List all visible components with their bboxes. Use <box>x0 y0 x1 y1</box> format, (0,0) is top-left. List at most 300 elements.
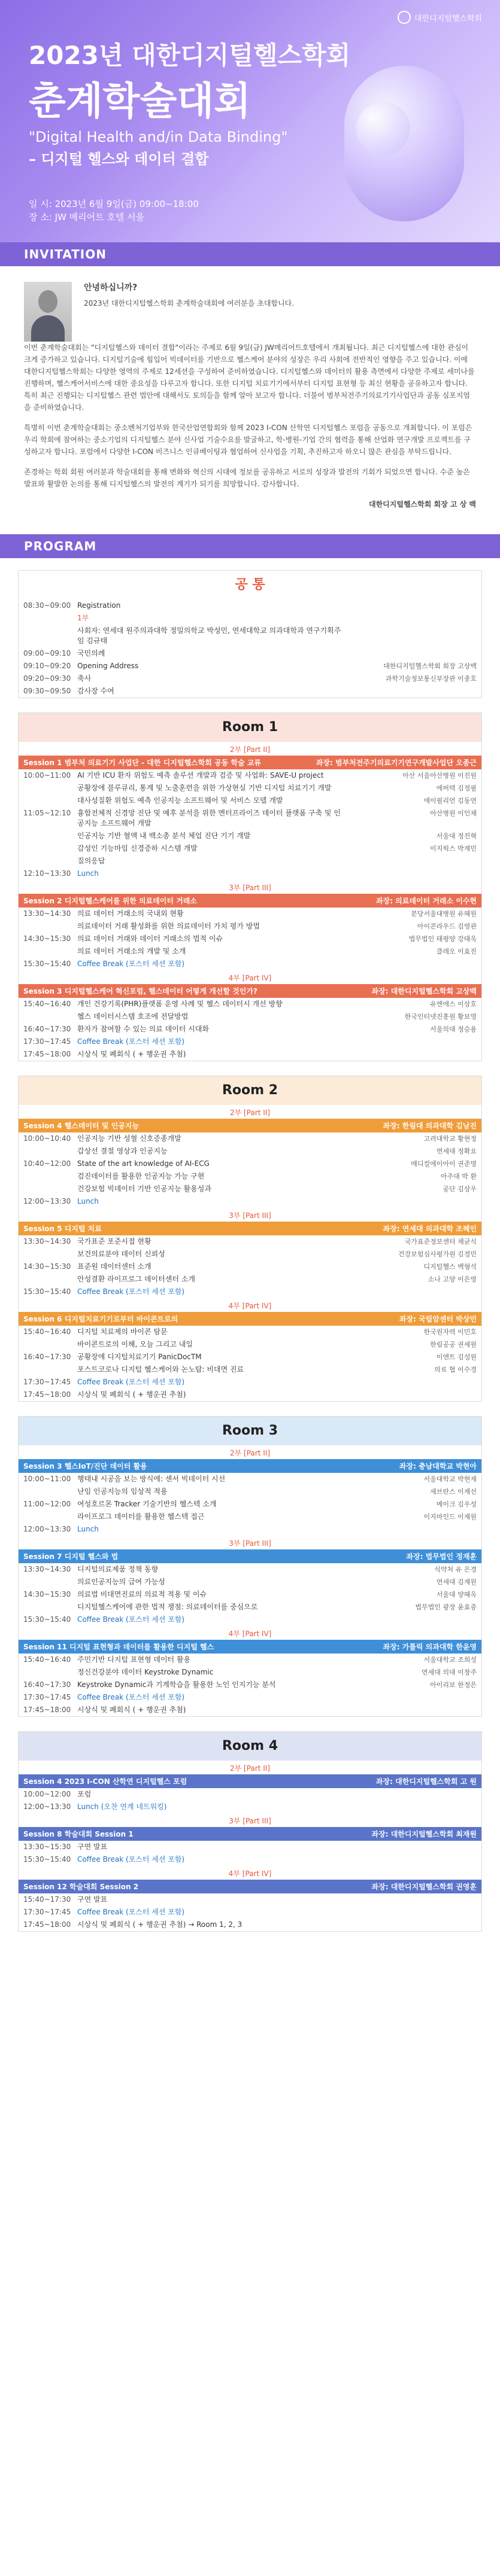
event-subtitle: 춘계학술대회 <box>29 80 251 124</box>
time-slot: 16:40~17:30 <box>23 1353 71 1361</box>
session-name <box>23 1120 139 1131</box>
time-slot <box>23 1577 77 1587</box>
session-bar <box>19 1312 481 1326</box>
session-title: 질의응답 <box>77 857 105 865</box>
room-box <box>18 1731 482 1932</box>
part-label: 3부 [Part III] <box>229 1539 271 1548</box>
time-slot <box>23 1146 77 1156</box>
speaker <box>345 1377 477 1387</box>
speaker: 에이필리언 김동연 <box>423 797 477 805</box>
session-title: State of the art knowledge of AI-ECG <box>77 1159 210 1168</box>
rooms-container <box>18 712 482 1932</box>
schedule-row <box>19 1893 481 1906</box>
speaker: 분당서울대병원 유혜원 <box>411 910 477 918</box>
session-title: 디지털 치료제의 바이콘 탐문 <box>77 1327 168 1336</box>
part-label: 2부 [Part II] <box>230 1109 270 1117</box>
session-bar <box>19 1640 481 1654</box>
invitation-paragraph: 존경하는 학회 회원 여러분과 학술대회를 통해 변화와 혁신의 시대에 정보를 공유하고 서로의 성장과 발전의 기회가 되었으면 합니다. 수준 높은 발표와 활발한 논의를 통해 디지털헬스의 발전의 계기가 되기를 희망합니다. 감사합니다. <box>24 468 470 488</box>
session-title: 보건의료분야 데이터 신뢰성 <box>77 1250 165 1258</box>
common-rows <box>19 599 481 698</box>
session-title: 포럼 <box>77 1790 92 1798</box>
speaker: 소나 고양 이은영 <box>428 1275 477 1283</box>
session-title: 국가표준 포준시접 현황 <box>77 1237 151 1246</box>
session-title: 공황장애 디지털치료기기 PanicDocTM <box>77 1353 202 1361</box>
event-venue: 장 소: JW 메리어트 호텔 서울 <box>29 212 145 223</box>
schedule-row <box>19 1691 481 1704</box>
signature: 대한디지털헬스학회 회장 고 상 백 <box>368 500 476 508</box>
session-title: 건강보험 빅데이터 기반 인공지능 활용성과 <box>77 1185 211 1193</box>
session-bar <box>19 1774 481 1788</box>
time-slot: 15:30~15:40 <box>23 1855 71 1864</box>
schedule-row <box>19 660 481 672</box>
time-slot: 10:00~11:00 <box>23 1475 71 1483</box>
time-slot: 17:45~18:00 <box>23 1050 71 1058</box>
session-number: Session 12 <box>23 1883 67 1891</box>
speaker: 이지웍스 박재민 <box>430 845 477 852</box>
session-name <box>23 1314 178 1324</box>
time-slot: 09:30~09:50 <box>23 687 71 695</box>
session-title: 구연 발표 <box>77 1843 108 1851</box>
session-title: 표준원 데이터센터 소개 <box>77 1262 151 1271</box>
speaker: 클레오 이효진 <box>436 948 477 955</box>
schedule-row <box>19 1048 481 1061</box>
session-bar <box>19 1549 481 1563</box>
event-date: 일 시: 2023년 6월 9일(금) 09:00~18:00 <box>29 199 199 209</box>
session-bar <box>19 984 481 998</box>
session-number: Session 6 <box>23 1315 62 1323</box>
session-title: Lunch <box>77 1197 99 1205</box>
session-title: 대사성질환 위험도 예측 인공지능 소프트웨어 및 서비스 모델 개발 <box>77 796 283 805</box>
schedule-row <box>19 867 481 880</box>
schedule-row <box>19 1338 481 1351</box>
part-label: 2부 [Part II] <box>230 745 270 754</box>
time-slot: 16:40~17:30 <box>23 1680 71 1689</box>
time-slot: 14:30~15:30 <box>23 934 71 943</box>
schedule-row <box>19 794 481 807</box>
speaker: 식약처 유 은경 <box>434 1566 477 1573</box>
schedule-row <box>19 1132 481 1145</box>
schedule-row <box>19 685 481 698</box>
invitation-paragraph: 특별히 이번 춘계학술대회는 중소벤처기업부와 한국산업연합회와 함께 2023 I-CON 산학연 디지털헬스 포럼을 공동으로 개최합니다. 이 포럼은 우리 학회에 참여하는 중소기업의 디지털헬스 분야 신사업 기술수요를 발굴하고, 학-병원-기업 간의 협력을 통해 산업화 연구개발 프로젝트를 구성하고자 합니다. 포럼에서 다양한 I-CON 비즈니스 인큐베이팅과 협업하여 신사업을 기획, 추진하고자 하오니 많은 관심을 부탁드립니다. <box>24 424 472 456</box>
session-topic: 학술대회 Session 1 <box>64 1830 134 1838</box>
session-title: AI 기반 ICU 환자 위험도 예측 솔루션 개발과 검증 및 사업화: SAVE-U project <box>77 771 324 780</box>
sphere-illustration <box>356 102 410 156</box>
time-slot: 09:00~09:10 <box>23 649 71 657</box>
schedule-row <box>19 1389 481 1401</box>
schedule-row <box>19 1666 481 1679</box>
session-number: Session 4 <box>23 1777 62 1786</box>
time-slot: 15:40~16:40 <box>23 1327 71 1336</box>
schedule-row <box>19 1485 481 1498</box>
schedule-row <box>19 647 481 660</box>
speaker: 메이크 김우성 <box>436 1500 477 1508</box>
time-slot: 15:40~17:30 <box>23 1895 71 1904</box>
session-topic: 범부처 의료기기 사업단 - 대한 디지털헬스학회 공동 학술 교류 <box>64 759 261 767</box>
schedule-row <box>19 1235 481 1248</box>
schedule-row <box>19 1010 481 1023</box>
session-moderator: 좌장: 대한디지털헬스학회 권영훈 <box>371 1883 477 1891</box>
session-topic: 헬스IoT/진단 데이터 활용 <box>64 1462 147 1470</box>
speaker: 서울대학교 조희성 <box>423 1656 477 1664</box>
schedule-row <box>19 1704 481 1716</box>
speaker <box>345 1802 477 1812</box>
session-title: 개인 건강기록(PHR)플랫폼 운영 사례 및 헬스 데이터시 개선 방향 <box>77 1000 283 1008</box>
schedule-row <box>19 1498 481 1511</box>
part-label: 2부 [Part II] <box>230 1449 270 1457</box>
session-name <box>23 896 197 906</box>
time-slot <box>23 1365 77 1375</box>
part-label: 4부 [Part IV] <box>228 974 272 982</box>
time-slot: 10:40~12:00 <box>23 1159 71 1168</box>
session-title: 흉합전체적 신경망 진단 및 예후 분석을 위한 멘터프라이즈 데이터 플랫폼 구축 및 인공지능 소프트웨어 개발 <box>77 809 341 827</box>
schedule-row <box>19 1511 481 1523</box>
session-moderator: 좌장: 대한디지털헬스학회 고 원 <box>375 1777 477 1786</box>
speaker <box>345 1705 477 1715</box>
session-title: 시상식 및 폐회식 ( + 행운권 추첨) <box>77 1390 186 1399</box>
time-slot: 17:30~17:45 <box>23 1693 71 1701</box>
session-topic: 헬스데이터 및 인공지능 <box>64 1122 139 1130</box>
session-title: 행태내 시공을 보는 방식에: 센서 빅데이터 시선 <box>77 1475 226 1483</box>
time-slot: 15:40~16:40 <box>23 1655 71 1664</box>
session-moderator: 좌장: 국립암센터 박상민 <box>399 1315 477 1323</box>
speaker <box>345 1049 477 1059</box>
speaker: 공단 김상우 <box>443 1185 477 1193</box>
schedule-row <box>19 807 481 830</box>
schedule-row <box>19 1145 481 1158</box>
session-title: 의료법 비대면진료의 의료적 적용 및 이슈 <box>77 1590 207 1598</box>
speaker: 연세대 정확요 <box>436 1147 477 1155</box>
schedule-row <box>19 1654 481 1666</box>
time-slot <box>23 626 77 646</box>
session-title: Keystroke Dynamic과 기계학습을 활용한 노인 인지기능 분석 <box>77 1680 276 1689</box>
time-slot: 13:30~15:30 <box>23 1843 71 1851</box>
time-slot <box>23 1487 77 1497</box>
schedule-row <box>19 1601 481 1613</box>
time-slot: 12:00~13:30 <box>23 1197 71 1205</box>
schedule-row <box>19 1248 481 1260</box>
session-moderator: 좌장: 법무법인 정재훈 <box>406 1552 477 1561</box>
time-slot <box>23 783 77 793</box>
time-slot <box>23 1512 77 1522</box>
session-title: 의료 데이터 거래와 데이터 거래소의 법적 이슈 <box>77 934 223 943</box>
schedule-row <box>19 1036 481 1048</box>
room-title: Room 3 <box>19 1417 481 1445</box>
session-title: Coffee Break (포스터 세션 포함) <box>77 1378 185 1386</box>
time-slot: 09:20~09:30 <box>23 674 71 683</box>
session-name <box>23 986 257 996</box>
session-title: Coffee Break (포스터 세션 포함) <box>77 1287 185 1296</box>
session-title: 라이프로그 데이터를 활용한 헬스텍 접근 <box>77 1512 205 1521</box>
schedule-row <box>19 1473 481 1485</box>
society-name: 대한디지털헬스학회 <box>414 14 482 23</box>
schedule-row <box>19 1023 481 1036</box>
session-title: Coffee Break (포스터 세션 포함) <box>77 1908 185 1916</box>
speaker <box>345 1287 477 1297</box>
speaker <box>345 1920 477 1930</box>
time-slot <box>23 831 77 841</box>
session-bar <box>19 1222 481 1235</box>
speaker: 한림공공 권세원 <box>430 1341 477 1348</box>
schedule-row <box>19 1613 481 1626</box>
schedule-row <box>19 1273 481 1286</box>
session-bar <box>19 756 481 769</box>
session-title: 바이콘트로의 이해, 오늘 그리고 내일 <box>77 1340 193 1348</box>
session-title: 공황장애 블루큐리, 통계 및 노출훈련을 위한 가상현실 기반 디지털 치료기기 개발 <box>77 784 332 792</box>
logo-icon <box>398 11 411 24</box>
time-slot: 10:00~11:00 <box>23 771 71 780</box>
session-number: Session 8 <box>23 1830 62 1838</box>
schedule-row <box>19 769 481 782</box>
room-box <box>18 1076 482 1402</box>
session-name <box>23 1776 187 1786</box>
session-title: 헬스 데이터시스템 호조에 전달방법 <box>77 1012 189 1021</box>
session-topic: 디지털헬스케어를 위한 의료데이터 거래소 <box>64 897 197 905</box>
speaker <box>345 613 477 623</box>
speaker: 법무법인 태평양 강태욱 <box>408 935 477 943</box>
society-logo <box>398 11 482 24</box>
schedule-row <box>19 599 481 612</box>
time-slot <box>23 1249 77 1259</box>
time-slot: 15:30~15:40 <box>23 1615 71 1624</box>
schedule-row <box>19 842 481 855</box>
time-slot: 17:30~17:45 <box>23 1037 71 1046</box>
time-slot: 17:45~18:00 <box>23 1920 71 1929</box>
schedule-row <box>19 1523 481 1536</box>
hero-banner <box>0 0 500 242</box>
session-moderator: 좌장: 대한디지털헬스학회 고상백 <box>371 987 477 995</box>
session-title: 의료 데이터 거래소의 개발 및 소개 <box>77 947 186 955</box>
time-slot: 16:40~17:30 <box>23 1025 71 1033</box>
session-title: 의료인공지능의 급여 가능성 <box>77 1578 165 1586</box>
session-name <box>23 757 261 768</box>
event-info <box>29 197 199 224</box>
session-topic: 디지털 헬스와 법 <box>64 1552 119 1561</box>
time-slot: 10:00~12:00 <box>23 1790 71 1798</box>
time-slot <box>23 613 77 623</box>
session-title: Lunch <box>77 1525 99 1533</box>
speaker <box>345 1907 477 1917</box>
invitation-section <box>0 266 500 534</box>
session-title: 인공지능 기반 혈액 내 백소총 분석 체업 진단 기기 개발 <box>77 832 251 840</box>
time-slot <box>23 796 77 806</box>
time-slot <box>23 1667 77 1677</box>
part-label: 4부 [Part IV] <box>228 1302 272 1310</box>
time-slot: 08:30~09:00 <box>23 601 71 610</box>
time-slot: 10:00~10:40 <box>23 1134 71 1143</box>
session-title: 여성호르몬 Tracker 기술기반의 헬스텍 소개 <box>77 1500 217 1508</box>
time-slot <box>23 921 77 931</box>
time-slot: 17:45~18:00 <box>23 1706 71 1714</box>
schedule-row <box>19 998 481 1010</box>
time-slot: 12:00~13:30 <box>23 1525 71 1533</box>
session-name <box>23 1551 118 1561</box>
session-number: Session 3 <box>23 1462 62 1470</box>
time-slot <box>23 1012 77 1022</box>
speaker <box>345 959 477 969</box>
speaker: 연세대 김재원 <box>436 1578 477 1586</box>
session-number: Session 5 <box>23 1225 62 1233</box>
session-title: Coffee Break (포스터 세션 포함) <box>77 1693 185 1701</box>
speaker: 아이리보 한정은 <box>430 1681 477 1689</box>
session-topic: 디지털 표현형과 데이터를 활용한 디지털 헬스 <box>69 1643 214 1651</box>
speaker: 서울대학교 박현재 <box>423 1475 477 1483</box>
schedule-row <box>19 1286 481 1298</box>
schedule-row <box>19 1260 481 1273</box>
session-bar <box>19 1827 481 1841</box>
session-title: 사회자: 연세대 원주의과대학 정밀의학교 박성민, 연세대학교 의과대학과 연구기획주임 김규태 <box>77 626 341 645</box>
president-photo <box>24 282 72 342</box>
session-number: Session 4 <box>23 1122 62 1130</box>
speaker <box>345 648 477 659</box>
program-header: PROGRAM <box>0 534 500 558</box>
session-bar <box>19 894 481 908</box>
session-topic: 디지털치료기기로부터 바이콘트로의 <box>64 1315 178 1323</box>
session-topic: 학술대회 Session 2 <box>69 1883 139 1891</box>
room-title: Room 1 <box>19 713 481 742</box>
speaker <box>345 1615 477 1625</box>
session-title: 주민기반 디지털 표현형 데이터 활용 <box>77 1655 191 1664</box>
room-box <box>18 712 482 1061</box>
program-section <box>0 558 500 1964</box>
schedule-row <box>19 1563 481 1576</box>
speaker: 고려대학교 황현정 <box>423 1135 477 1143</box>
time-slot: 13:30~14:30 <box>23 909 71 918</box>
session-name <box>23 1461 147 1471</box>
speaker: 대한디지털헬스학회 회장 고상백 <box>383 662 477 670</box>
session-title: 축사 <box>77 674 92 683</box>
session-number: Session 11 <box>23 1643 67 1651</box>
session-title: 감성인 기능마임 신경증하 시스템 개발 <box>77 844 198 852</box>
session-title: Registration <box>77 601 121 610</box>
session-bar <box>19 1119 481 1132</box>
time-slot: 15:30~15:40 <box>23 1287 71 1296</box>
session-title: 인공지능 기반 성혈 신호증종개발 <box>77 1134 181 1143</box>
time-slot <box>23 1274 77 1284</box>
session-topic: 2023 I-CON 산학연 디지털헬스 포럼 <box>64 1777 187 1786</box>
session-title: 의료데이터 거래 활성화를 위한 의료데이터 가치 평가 방법 <box>77 922 260 930</box>
greeting: 안녕하십니까? <box>84 283 138 293</box>
speaker <box>345 1842 477 1852</box>
part-label: 3부 [Part III] <box>229 1817 271 1825</box>
invitation-paragraph: 이번 춘계학술대회는 "디지털헬스와 데이터 결합"이라는 주제로 6월 9일(금) JW메리어트호텔에서 개최됩니다. 최근 디지털헬스에 대한 관심이 크게 증가하고 있습니다. 디지털기술에 힘입어 빅데이터를 기반으로 헬스케어 분야의 성장은 우리 사회에 전반적인 영향을 주고 있습니다. 이에 대한디지털헬스학회는 다양한 영역의 주제로 12세션을 구성하여 준비하였습니다. 디지털헬스와 데이터의 활용 측면에서 다양한 주제로 세미나를 진행하며, 헬스케어서비스에 대한 중요성을 다루고자 합니다. 또한 디지털 치료기기에서부터 디지털 표현형 등 최신 현황을 공유하고자 합니다. 특히 최근 진행되는 디지털헬스 관련 법안에 대해서도 토의들을 함께 알아 보고자 합니다. 더불어 범부처전주기의료기기사업단과 공동 심포지엄을 준비하였습니다. <box>24 343 475 412</box>
schedule-row <box>19 958 481 970</box>
schedule-row <box>19 1788 481 1801</box>
room-box <box>18 1416 482 1717</box>
schedule-row <box>19 908 481 920</box>
time-slot: 17:45~18:00 <box>23 1390 71 1399</box>
speaker: 건강보험심사평가원 김경민 <box>398 1250 477 1258</box>
speaker: 디지털헬스 백형석 <box>423 1263 477 1271</box>
session-topic: 디지털헬스케어 혁신포럼, 헬스데이터 어떻게 개선할 것인가? <box>64 987 257 995</box>
speaker: 한국원자력 이민호 <box>423 1328 477 1336</box>
session-name <box>23 1223 102 1234</box>
speaker: 세브란스 이재선 <box>430 1488 477 1496</box>
session-topic: 디지털 치료 <box>64 1225 102 1233</box>
schedule-row <box>19 830 481 842</box>
session-title: 1부 <box>77 614 89 622</box>
time-slot: 12:10~13:30 <box>23 869 71 878</box>
speaker: 아이콘라우드 김영관 <box>417 922 477 930</box>
session-title: Coffee Break (포스터 세션 포함) <box>77 960 185 968</box>
theme-korean: – 디지털 헬스와 데이터 결합 <box>29 151 209 168</box>
speaker <box>345 1037 477 1047</box>
part-label: 3부 [Part III] <box>229 884 271 892</box>
time-slot: 11:05~12:10 <box>23 809 71 817</box>
schedule-row <box>19 1576 481 1588</box>
session-moderator: 좌장: 가톨릭 의과대학 한윤영 <box>383 1643 477 1651</box>
part-label: 4부 [Part IV] <box>228 1630 272 1638</box>
time-slot: 09:10~09:20 <box>23 662 71 670</box>
schedule-row <box>19 612 481 625</box>
time-slot <box>23 1184 77 1194</box>
time-slot: 15:40~16:40 <box>23 1000 71 1008</box>
time-slot: 13:30~14:30 <box>23 1565 71 1573</box>
speaker <box>345 1524 477 1534</box>
session-number: Session 2 <box>23 897 62 905</box>
time-slot: 14:30~15:30 <box>23 1590 71 1598</box>
session-name <box>23 1881 138 1892</box>
schedule-row <box>19 1363 481 1376</box>
schedule-row <box>19 625 481 647</box>
time-slot: 17:30~17:45 <box>23 1378 71 1386</box>
speaker <box>345 1390 477 1400</box>
room-title: Room 4 <box>19 1732 481 1761</box>
session-bar <box>19 1880 481 1893</box>
speaker: 이엔트 김성원 <box>436 1353 477 1361</box>
schedule-row <box>19 933 481 945</box>
speaker: 서울의대 정승용 <box>430 1025 477 1033</box>
session-number: Session 1 <box>23 759 62 767</box>
speaker: 유엔에스 이상호 <box>430 1000 477 1008</box>
part-label: 3부 [Part III] <box>229 1211 271 1220</box>
time-slot: 15:30~15:40 <box>23 960 71 968</box>
speaker: 과학기술정보통신부장관 이종호 <box>385 675 477 683</box>
common-title: 공 통 <box>235 577 265 592</box>
schedule-row <box>19 1801 481 1813</box>
session-title: 시상식 및 폐회식 ( + 행운권 추첨) <box>77 1706 186 1714</box>
session-title: 정신건강분야 데이터 Keystroke Dynamic <box>77 1668 214 1676</box>
schedule-row <box>19 1853 481 1866</box>
session-number: Session 7 <box>23 1552 62 1561</box>
session-title: Lunch (오찬 연계 네트워킹) <box>77 1802 167 1811</box>
session-title: 감사장 수여 <box>77 687 114 695</box>
schedule-row <box>19 1919 481 1931</box>
schedule-row <box>19 1183 481 1195</box>
speaker: 법무법인 광장 윤효중 <box>415 1603 477 1611</box>
time-slot: 11:00~12:00 <box>23 1500 71 1508</box>
speaker <box>345 601 477 611</box>
speaker: 의료 협 이수경 <box>434 1366 477 1374</box>
common-schedule <box>18 570 482 698</box>
schedule-row <box>19 1326 481 1338</box>
schedule-row <box>19 1906 481 1919</box>
time-slot: 17:30~17:45 <box>23 1908 71 1916</box>
speaker: 아산 서울아산병원 이진원 <box>402 772 477 780</box>
schedule-row <box>19 1158 481 1170</box>
time-slot: 14:30~15:30 <box>23 1262 71 1271</box>
speaker <box>345 1692 477 1703</box>
session-title: 난임 인공지능의 임상적 적용 <box>77 1487 168 1496</box>
time-slot: 12:00~13:30 <box>23 1802 71 1811</box>
time-slot <box>23 1339 77 1350</box>
session-title: 포스트코로나 디지털 헬스케어와 논노탑: 비대면 진료 <box>77 1365 244 1374</box>
schedule-row <box>19 1841 481 1853</box>
speaker <box>345 626 477 646</box>
part-label: 2부 [Part II] <box>230 1764 270 1773</box>
session-moderator: 좌장: 대한디지털헬스학회 최재원 <box>371 1830 477 1838</box>
invitation-header: INVITATION <box>0 242 500 266</box>
speaker <box>345 686 477 696</box>
